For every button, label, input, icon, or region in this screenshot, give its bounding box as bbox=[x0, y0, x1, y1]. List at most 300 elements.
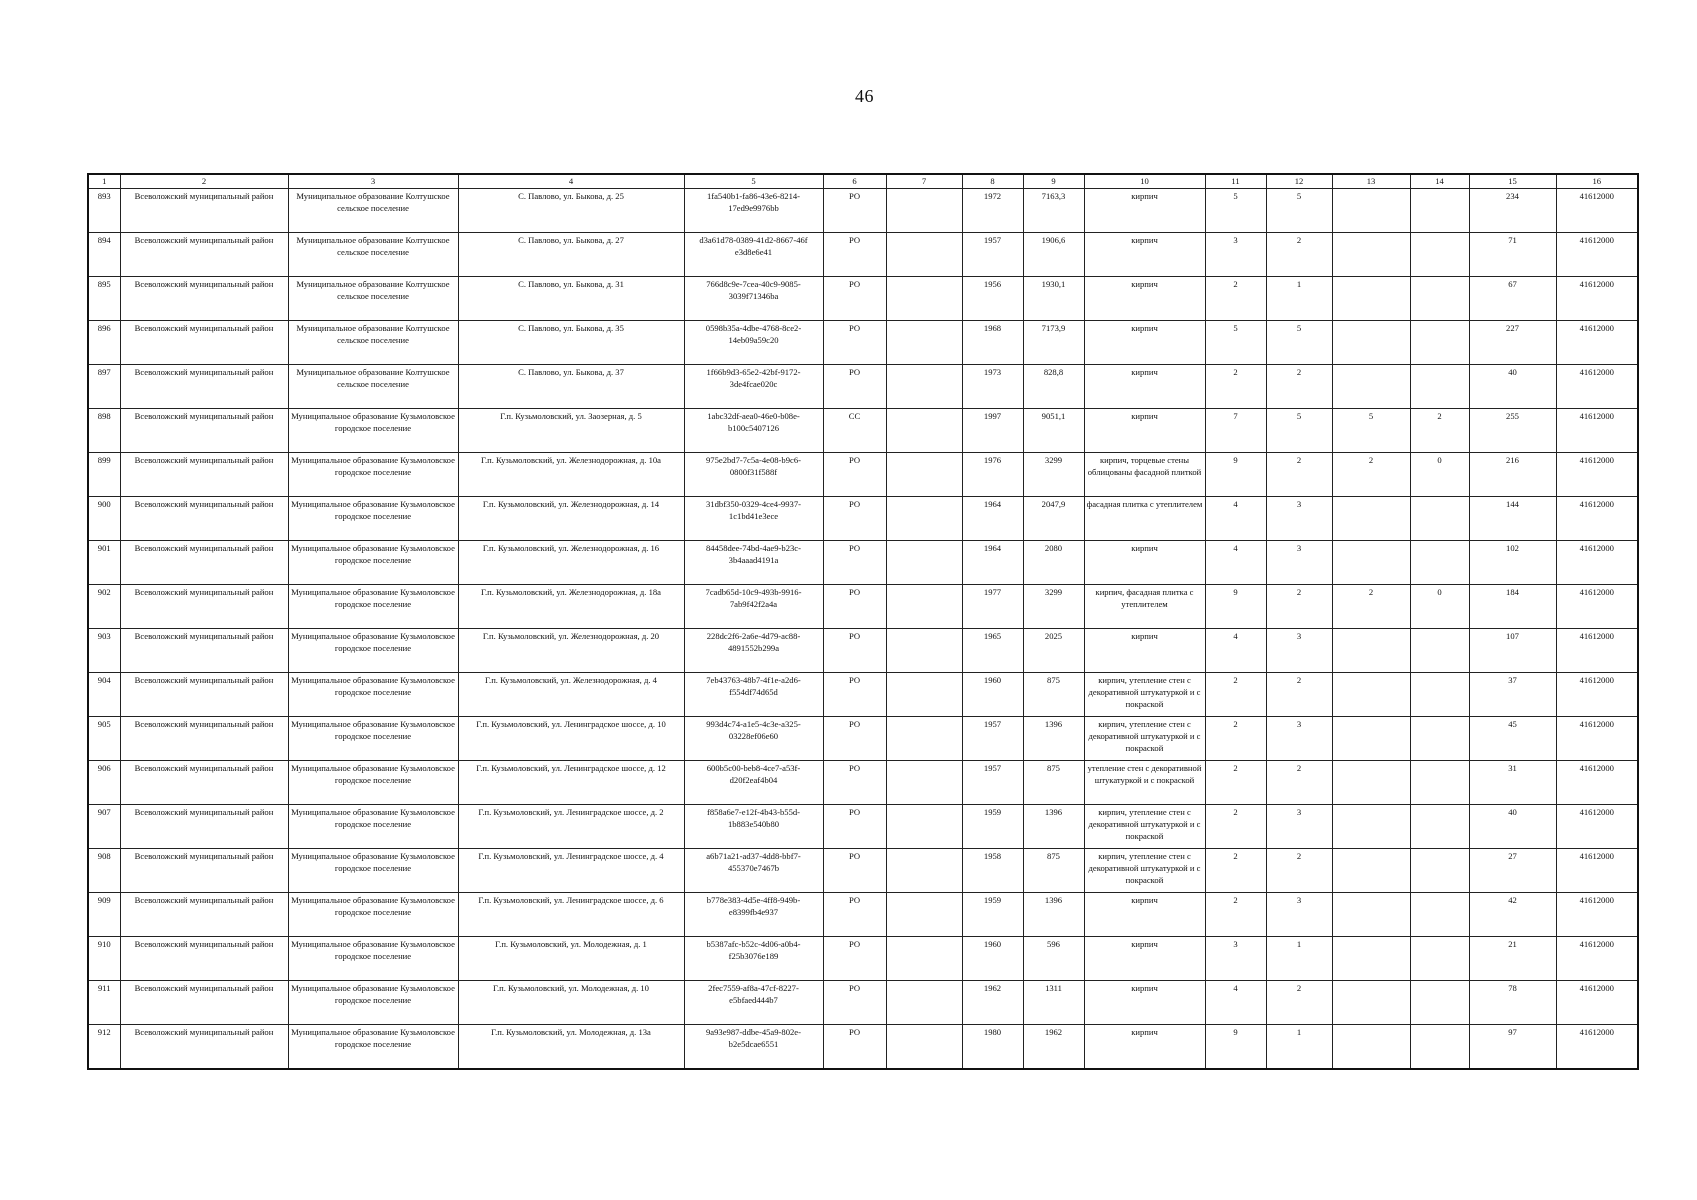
col14-cell bbox=[1410, 893, 1469, 937]
address-cell: Г.п. Кузьмоловский, ул. Ленинградское шоссе, д. 4 bbox=[458, 849, 684, 893]
col15-cell: 144 bbox=[1469, 497, 1556, 541]
okato-cell: 41612000 bbox=[1556, 365, 1638, 409]
type-cell: РО bbox=[823, 233, 886, 277]
district-cell: Всеволожский муниципальный район bbox=[120, 629, 288, 673]
okato-cell: 41612000 bbox=[1556, 189, 1638, 233]
municipality-cell: Муниципальное образование Колтушское сельское поселение bbox=[288, 189, 458, 233]
year-cell: 1960 bbox=[962, 937, 1023, 981]
col15-cell: 102 bbox=[1469, 541, 1556, 585]
type-cell: РО bbox=[823, 453, 886, 497]
column-header: 10 bbox=[1084, 174, 1205, 189]
col11-cell: 5 bbox=[1205, 321, 1266, 365]
district-cell: Всеволожский муниципальный район bbox=[120, 497, 288, 541]
col14-cell bbox=[1410, 673, 1469, 717]
column-header: 3 bbox=[288, 174, 458, 189]
area-cell: 875 bbox=[1023, 761, 1084, 805]
type-cell: РО bbox=[823, 717, 886, 761]
year-cell: 1959 bbox=[962, 805, 1023, 849]
district-cell: Всеволожский муниципальный район bbox=[120, 277, 288, 321]
okato-cell: 41612000 bbox=[1556, 409, 1638, 453]
type-cell: РО bbox=[823, 1025, 886, 1070]
table-row bbox=[88, 585, 1638, 629]
col12-cell: 2 bbox=[1266, 849, 1332, 893]
table-row bbox=[88, 629, 1638, 673]
year-cell: 1960 bbox=[962, 673, 1023, 717]
okato-cell: 41612000 bbox=[1556, 893, 1638, 937]
area-cell: 1396 bbox=[1023, 805, 1084, 849]
area-cell: 1396 bbox=[1023, 717, 1084, 761]
okato-cell: 41612000 bbox=[1556, 497, 1638, 541]
row-number-cell: 907 bbox=[88, 805, 120, 849]
type-cell: РО bbox=[823, 673, 886, 717]
col11-cell: 2 bbox=[1205, 849, 1266, 893]
district-cell: Всеволожский муниципальный район bbox=[120, 761, 288, 805]
type-cell: РО bbox=[823, 937, 886, 981]
address-cell: Г.п. Кузьмоловский, ул. Железнодорожная, д. 16 bbox=[458, 541, 684, 585]
code-cell: 975e2bd7-7c5a-4e08-b9c6-0800f31f588f bbox=[684, 453, 823, 497]
col7-cell bbox=[886, 761, 962, 805]
col12-cell: 5 bbox=[1266, 321, 1332, 365]
col12-cell: 2 bbox=[1266, 585, 1332, 629]
district-cell: Всеволожский муниципальный район bbox=[120, 981, 288, 1025]
code-cell: f858a6e7-e12f-4b43-b55d-1b883e540b80 bbox=[684, 805, 823, 849]
column-header: 13 bbox=[1332, 174, 1410, 189]
code-cell: 1fa540b1-fa86-43e6-8214-17ed9e9976bb bbox=[684, 189, 823, 233]
row-number-cell: 912 bbox=[88, 1025, 120, 1070]
type-cell: РО bbox=[823, 365, 886, 409]
col13-cell bbox=[1332, 849, 1410, 893]
col14-cell bbox=[1410, 365, 1469, 409]
code-cell: 228dc2f6-2a6e-4d79-ac88-4891552b299a bbox=[684, 629, 823, 673]
col14-cell bbox=[1410, 541, 1469, 585]
col11-cell: 2 bbox=[1205, 717, 1266, 761]
year-cell: 1973 bbox=[962, 365, 1023, 409]
code-cell: 1f66b9d3-65e2-42bf-9172-3de4fcae020c bbox=[684, 365, 823, 409]
row-number-cell: 908 bbox=[88, 849, 120, 893]
year-cell: 1965 bbox=[962, 629, 1023, 673]
address-cell: Г.п. Кузьмоловский, ул. Ленинградское шоссе, д. 2 bbox=[458, 805, 684, 849]
wall-material-cell: кирпич bbox=[1084, 409, 1205, 453]
col14-cell bbox=[1410, 981, 1469, 1025]
col11-cell: 2 bbox=[1205, 805, 1266, 849]
row-number-cell: 905 bbox=[88, 717, 120, 761]
col13-cell: 5 bbox=[1332, 409, 1410, 453]
okato-cell: 41612000 bbox=[1556, 717, 1638, 761]
municipality-cell: Муниципальное образование Колтушское сельское поселение bbox=[288, 233, 458, 277]
type-cell: СС bbox=[823, 409, 886, 453]
col12-cell: 3 bbox=[1266, 541, 1332, 585]
year-cell: 1959 bbox=[962, 893, 1023, 937]
col11-cell: 9 bbox=[1205, 585, 1266, 629]
col13-cell bbox=[1332, 497, 1410, 541]
area-cell: 2047,9 bbox=[1023, 497, 1084, 541]
okato-cell: 41612000 bbox=[1556, 761, 1638, 805]
col12-cell: 3 bbox=[1266, 717, 1332, 761]
table-row bbox=[88, 937, 1638, 981]
col11-cell: 4 bbox=[1205, 541, 1266, 585]
col13-cell: 2 bbox=[1332, 585, 1410, 629]
area-cell: 596 bbox=[1023, 937, 1084, 981]
page-number: 46 bbox=[855, 86, 874, 106]
col11-cell: 2 bbox=[1205, 365, 1266, 409]
col13-cell bbox=[1332, 541, 1410, 585]
col15-cell: 184 bbox=[1469, 585, 1556, 629]
wall-material-cell: кирпич, утепление стен с декоративной штукатуркой и с покраской bbox=[1084, 849, 1205, 893]
col11-cell: 5 bbox=[1205, 189, 1266, 233]
area-cell: 1906,6 bbox=[1023, 233, 1084, 277]
col11-cell: 2 bbox=[1205, 893, 1266, 937]
district-cell: Всеволожский муниципальный район bbox=[120, 321, 288, 365]
okato-cell: 41612000 bbox=[1556, 585, 1638, 629]
col14-cell bbox=[1410, 277, 1469, 321]
column-header: 2 bbox=[120, 174, 288, 189]
district-cell: Всеволожский муниципальный район bbox=[120, 849, 288, 893]
housing-register-table bbox=[87, 173, 1639, 1070]
code-cell: b778e383-4d5e-4ff8-949b-e8399fb4e937 bbox=[684, 893, 823, 937]
row-number-cell: 894 bbox=[88, 233, 120, 277]
municipality-cell: Муниципальное образование Колтушское сельское поселение bbox=[288, 277, 458, 321]
col12-cell: 2 bbox=[1266, 761, 1332, 805]
col7-cell bbox=[886, 717, 962, 761]
area-cell: 875 bbox=[1023, 673, 1084, 717]
col12-cell: 1 bbox=[1266, 1025, 1332, 1070]
table-row bbox=[88, 805, 1638, 849]
address-cell: Г.п. Кузьмоловский, ул. Молодежная, д. 1 bbox=[458, 937, 684, 981]
area-cell: 1311 bbox=[1023, 981, 1084, 1025]
column-header: 7 bbox=[886, 174, 962, 189]
row-number-cell: 893 bbox=[88, 189, 120, 233]
district-cell: Всеволожский муниципальный район bbox=[120, 937, 288, 981]
col7-cell bbox=[886, 365, 962, 409]
okato-cell: 41612000 bbox=[1556, 937, 1638, 981]
type-cell: РО bbox=[823, 585, 886, 629]
col11-cell: 2 bbox=[1205, 673, 1266, 717]
municipality-cell: Муниципальное образование Кузьмоловское городское поселение bbox=[288, 761, 458, 805]
column-header: 15 bbox=[1469, 174, 1556, 189]
okato-cell: 41612000 bbox=[1556, 805, 1638, 849]
year-cell: 1968 bbox=[962, 321, 1023, 365]
table-row bbox=[88, 277, 1638, 321]
col7-cell bbox=[886, 321, 962, 365]
table-row bbox=[88, 233, 1638, 277]
col7-cell bbox=[886, 981, 962, 1025]
col13-cell bbox=[1332, 761, 1410, 805]
col11-cell: 7 bbox=[1205, 409, 1266, 453]
type-cell: РО bbox=[823, 893, 886, 937]
col14-cell bbox=[1410, 497, 1469, 541]
year-cell: 1964 bbox=[962, 541, 1023, 585]
wall-material-cell: кирпич bbox=[1084, 321, 1205, 365]
col14-cell bbox=[1410, 233, 1469, 277]
code-cell: 766d8c9e-7cea-40c9-9085-3039f71346ba bbox=[684, 277, 823, 321]
code-cell: 7cadb65d-10c9-493b-9916-7ab9f42f2a4a bbox=[684, 585, 823, 629]
col13-cell bbox=[1332, 981, 1410, 1025]
col15-cell: 37 bbox=[1469, 673, 1556, 717]
district-cell: Всеволожский муниципальный район bbox=[120, 409, 288, 453]
address-cell: С. Павлово, ул. Быкова, д. 31 bbox=[458, 277, 684, 321]
year-cell: 1964 bbox=[962, 497, 1023, 541]
area-cell: 828,8 bbox=[1023, 365, 1084, 409]
area-cell: 2080 bbox=[1023, 541, 1084, 585]
wall-material-cell: кирпич bbox=[1084, 277, 1205, 321]
wall-material-cell: кирпич, фасадная плитка с утеплителем bbox=[1084, 585, 1205, 629]
type-cell: РО bbox=[823, 541, 886, 585]
col12-cell: 3 bbox=[1266, 629, 1332, 673]
municipality-cell: Муниципальное образование Кузьмоловское городское поселение bbox=[288, 981, 458, 1025]
district-cell: Всеволожский муниципальный район bbox=[120, 673, 288, 717]
table-row bbox=[88, 673, 1638, 717]
col7-cell bbox=[886, 1025, 962, 1070]
year-cell: 1977 bbox=[962, 585, 1023, 629]
year-cell: 1957 bbox=[962, 717, 1023, 761]
row-number-cell: 901 bbox=[88, 541, 120, 585]
col13-cell bbox=[1332, 629, 1410, 673]
area-cell: 7163,3 bbox=[1023, 189, 1084, 233]
col15-cell: 216 bbox=[1469, 453, 1556, 497]
code-cell: 1abc32df-aea0-46e0-b08e-b100c5407126 bbox=[684, 409, 823, 453]
address-cell: Г.п. Кузьмоловский, ул. Железнодорожная, д. 14 bbox=[458, 497, 684, 541]
column-header: 9 bbox=[1023, 174, 1084, 189]
district-cell: Всеволожский муниципальный район bbox=[120, 893, 288, 937]
code-cell: 600b5c00-beb8-4ce7-a53f-d20f2eaf4b04 bbox=[684, 761, 823, 805]
wall-material-cell: фасадная плитка с утеплителем bbox=[1084, 497, 1205, 541]
okato-cell: 41612000 bbox=[1556, 981, 1638, 1025]
municipality-cell: Муниципальное образование Кузьмоловское городское поселение bbox=[288, 805, 458, 849]
table-body bbox=[88, 189, 1638, 1070]
wall-material-cell: кирпич bbox=[1084, 189, 1205, 233]
area-cell: 2025 bbox=[1023, 629, 1084, 673]
col13-cell bbox=[1332, 233, 1410, 277]
table-row bbox=[88, 761, 1638, 805]
row-number-cell: 898 bbox=[88, 409, 120, 453]
col13-cell bbox=[1332, 189, 1410, 233]
wall-material-cell: кирпич bbox=[1084, 937, 1205, 981]
row-number-cell: 896 bbox=[88, 321, 120, 365]
col14-cell bbox=[1410, 937, 1469, 981]
municipality-cell: Муниципальное образование Кузьмоловское городское поселение bbox=[288, 409, 458, 453]
col12-cell: 3 bbox=[1266, 497, 1332, 541]
type-cell: РО bbox=[823, 805, 886, 849]
col7-cell bbox=[886, 497, 962, 541]
municipality-cell: Муниципальное образование Кузьмоловское городское поселение bbox=[288, 497, 458, 541]
area-cell: 875 bbox=[1023, 849, 1084, 893]
code-cell: b5387afc-b52c-4d06-a0b4-f25b3076e189 bbox=[684, 937, 823, 981]
wall-material-cell: кирпич, утепление стен с декоративной штукатуркой и с покраской bbox=[1084, 717, 1205, 761]
address-cell: С. Павлово, ул. Быкова, д. 27 bbox=[458, 233, 684, 277]
col12-cell: 3 bbox=[1266, 893, 1332, 937]
col11-cell: 4 bbox=[1205, 981, 1266, 1025]
address-cell: Г.п. Кузьмоловский, ул. Ленинградское шоссе, д. 12 bbox=[458, 761, 684, 805]
year-cell: 1997 bbox=[962, 409, 1023, 453]
code-cell: 993d4c74-a1e5-4c3e-a325-03228ef06e60 bbox=[684, 717, 823, 761]
table-row bbox=[88, 717, 1638, 761]
district-cell: Всеволожский муниципальный район bbox=[120, 233, 288, 277]
table-row bbox=[88, 849, 1638, 893]
wall-material-cell: кирпич bbox=[1084, 893, 1205, 937]
col14-cell bbox=[1410, 1025, 1469, 1070]
col12-cell: 5 bbox=[1266, 409, 1332, 453]
column-header: 14 bbox=[1410, 174, 1469, 189]
col12-cell: 2 bbox=[1266, 981, 1332, 1025]
type-cell: РО bbox=[823, 321, 886, 365]
col13-cell bbox=[1332, 673, 1410, 717]
col14-cell bbox=[1410, 805, 1469, 849]
wall-material-cell: утепление стен с декоративной штукатуркой и с покраской bbox=[1084, 761, 1205, 805]
type-cell: РО bbox=[823, 981, 886, 1025]
okato-cell: 41612000 bbox=[1556, 629, 1638, 673]
table-row bbox=[88, 541, 1638, 585]
row-number-cell: 911 bbox=[88, 981, 120, 1025]
district-cell: Всеволожский муниципальный район bbox=[120, 805, 288, 849]
column-header: 11 bbox=[1205, 174, 1266, 189]
type-cell: РО bbox=[823, 761, 886, 805]
address-cell: Г.п. Кузьмоловский, ул. Железнодорожная, д. 20 bbox=[458, 629, 684, 673]
col15-cell: 45 bbox=[1469, 717, 1556, 761]
code-cell: d3a61d78-0389-41d2-8667-46f e3d8e6e41 bbox=[684, 233, 823, 277]
table-row bbox=[88, 321, 1638, 365]
wall-material-cell: кирпич bbox=[1084, 1025, 1205, 1070]
okato-cell: 41612000 bbox=[1556, 673, 1638, 717]
col14-cell bbox=[1410, 717, 1469, 761]
code-cell: 31dbf350-0329-4ce4-9937-1c1bd41e3ece bbox=[684, 497, 823, 541]
col7-cell bbox=[886, 277, 962, 321]
col7-cell bbox=[886, 453, 962, 497]
municipality-cell: Муниципальное образование Кузьмоловское городское поселение bbox=[288, 585, 458, 629]
code-cell: 2fec7559-af8a-47cf-8227-e5bfaed444b7 bbox=[684, 981, 823, 1025]
row-number-cell: 909 bbox=[88, 893, 120, 937]
col11-cell: 2 bbox=[1205, 761, 1266, 805]
col13-cell bbox=[1332, 321, 1410, 365]
wall-material-cell: кирпич bbox=[1084, 981, 1205, 1025]
col15-cell: 227 bbox=[1469, 321, 1556, 365]
col14-cell: 0 bbox=[1410, 585, 1469, 629]
area-cell: 1962 bbox=[1023, 1025, 1084, 1070]
col12-cell: 2 bbox=[1266, 233, 1332, 277]
district-cell: Всеволожский муниципальный район bbox=[120, 585, 288, 629]
code-cell: a6b71a21-ad37-4dd8-bbf7-455370e7467b bbox=[684, 849, 823, 893]
year-cell: 1957 bbox=[962, 761, 1023, 805]
area-cell: 9051,1 bbox=[1023, 409, 1084, 453]
table-row bbox=[88, 1025, 1638, 1070]
row-number-cell: 899 bbox=[88, 453, 120, 497]
col14-cell: 2 bbox=[1410, 409, 1469, 453]
address-cell: С. Павлово, ул. Быкова, д. 37 bbox=[458, 365, 684, 409]
col12-cell: 2 bbox=[1266, 365, 1332, 409]
okato-cell: 41612000 bbox=[1556, 1025, 1638, 1070]
col15-cell: 31 bbox=[1469, 761, 1556, 805]
area-cell: 7173,9 bbox=[1023, 321, 1084, 365]
wall-material-cell: кирпич, утепление стен с декоративной штукатуркой и с покраской bbox=[1084, 673, 1205, 717]
wall-material-cell: кирпич bbox=[1084, 365, 1205, 409]
col7-cell bbox=[886, 849, 962, 893]
col11-cell: 9 bbox=[1205, 1025, 1266, 1070]
row-number-cell: 897 bbox=[88, 365, 120, 409]
year-cell: 1980 bbox=[962, 1025, 1023, 1070]
year-cell: 1976 bbox=[962, 453, 1023, 497]
col13-cell: 2 bbox=[1332, 453, 1410, 497]
type-cell: РО bbox=[823, 849, 886, 893]
col13-cell bbox=[1332, 1025, 1410, 1070]
district-cell: Всеволожский муниципальный район bbox=[120, 717, 288, 761]
col13-cell bbox=[1332, 805, 1410, 849]
wall-material-cell: кирпич bbox=[1084, 233, 1205, 277]
table-row bbox=[88, 981, 1638, 1025]
col14-cell bbox=[1410, 321, 1469, 365]
district-cell: Всеволожский муниципальный район bbox=[120, 365, 288, 409]
wall-material-cell: кирпич bbox=[1084, 541, 1205, 585]
col11-cell: 4 bbox=[1205, 497, 1266, 541]
municipality-cell: Муниципальное образование Кузьмоловское городское поселение bbox=[288, 1025, 458, 1070]
table-row bbox=[88, 453, 1638, 497]
col15-cell: 234 bbox=[1469, 189, 1556, 233]
col15-cell: 97 bbox=[1469, 1025, 1556, 1070]
area-cell: 3299 bbox=[1023, 585, 1084, 629]
col11-cell: 4 bbox=[1205, 629, 1266, 673]
column-header: 8 bbox=[962, 174, 1023, 189]
okato-cell: 41612000 bbox=[1556, 277, 1638, 321]
col12-cell: 3 bbox=[1266, 805, 1332, 849]
row-number-cell: 910 bbox=[88, 937, 120, 981]
col15-cell: 27 bbox=[1469, 849, 1556, 893]
col14-cell: 0 bbox=[1410, 453, 1469, 497]
wall-material-cell: кирпич, торцевые стены облицованы фасадной плиткой bbox=[1084, 453, 1205, 497]
col7-cell bbox=[886, 805, 962, 849]
header-row bbox=[88, 174, 1638, 189]
year-cell: 1956 bbox=[962, 277, 1023, 321]
municipality-cell: Муниципальное образование Колтушское сельское поселение bbox=[288, 321, 458, 365]
col7-cell bbox=[886, 893, 962, 937]
col15-cell: 255 bbox=[1469, 409, 1556, 453]
municipality-cell: Муниципальное образование Кузьмоловское городское поселение bbox=[288, 717, 458, 761]
type-cell: РО bbox=[823, 497, 886, 541]
row-number-cell: 906 bbox=[88, 761, 120, 805]
okato-cell: 41612000 bbox=[1556, 541, 1638, 585]
column-header: 5 bbox=[684, 174, 823, 189]
address-cell: Г.п. Кузьмоловский, ул. Железнодорожная, д. 18а bbox=[458, 585, 684, 629]
col15-cell: 21 bbox=[1469, 937, 1556, 981]
year-cell: 1972 bbox=[962, 189, 1023, 233]
col13-cell bbox=[1332, 937, 1410, 981]
col13-cell bbox=[1332, 365, 1410, 409]
column-header: 12 bbox=[1266, 174, 1332, 189]
code-cell: 7eb43763-48b7-4f1e-a2d6-f554df74d65d bbox=[684, 673, 823, 717]
municipality-cell: Муниципальное образование Кузьмоловское городское поселение bbox=[288, 893, 458, 937]
year-cell: 1958 bbox=[962, 849, 1023, 893]
okato-cell: 41612000 bbox=[1556, 233, 1638, 277]
row-number-cell: 902 bbox=[88, 585, 120, 629]
municipality-cell: Муниципальное образование Кузьмоловское городское поселение bbox=[288, 673, 458, 717]
table-row bbox=[88, 409, 1638, 453]
col13-cell bbox=[1332, 717, 1410, 761]
type-cell: РО bbox=[823, 277, 886, 321]
table-row bbox=[88, 497, 1638, 541]
area-cell: 1396 bbox=[1023, 893, 1084, 937]
col7-cell bbox=[886, 673, 962, 717]
row-number-cell: 904 bbox=[88, 673, 120, 717]
address-cell: Г.п. Кузьмоловский, ул. Заозерная, д. 5 bbox=[458, 409, 684, 453]
col7-cell bbox=[886, 629, 962, 673]
col13-cell bbox=[1332, 893, 1410, 937]
code-cell: 0598b35a-4dbe-4768-8ce2-14eb09a59c20 bbox=[684, 321, 823, 365]
municipality-cell: Муниципальное образование Кузьмоловское городское поселение bbox=[288, 849, 458, 893]
table-row bbox=[88, 189, 1638, 233]
col12-cell: 1 bbox=[1266, 277, 1332, 321]
col12-cell: 2 bbox=[1266, 453, 1332, 497]
col14-cell bbox=[1410, 189, 1469, 233]
year-cell: 1957 bbox=[962, 233, 1023, 277]
area-cell: 1930,1 bbox=[1023, 277, 1084, 321]
code-cell: 84458dee-74bd-4ae9-b23c-3b4aaad4191a bbox=[684, 541, 823, 585]
